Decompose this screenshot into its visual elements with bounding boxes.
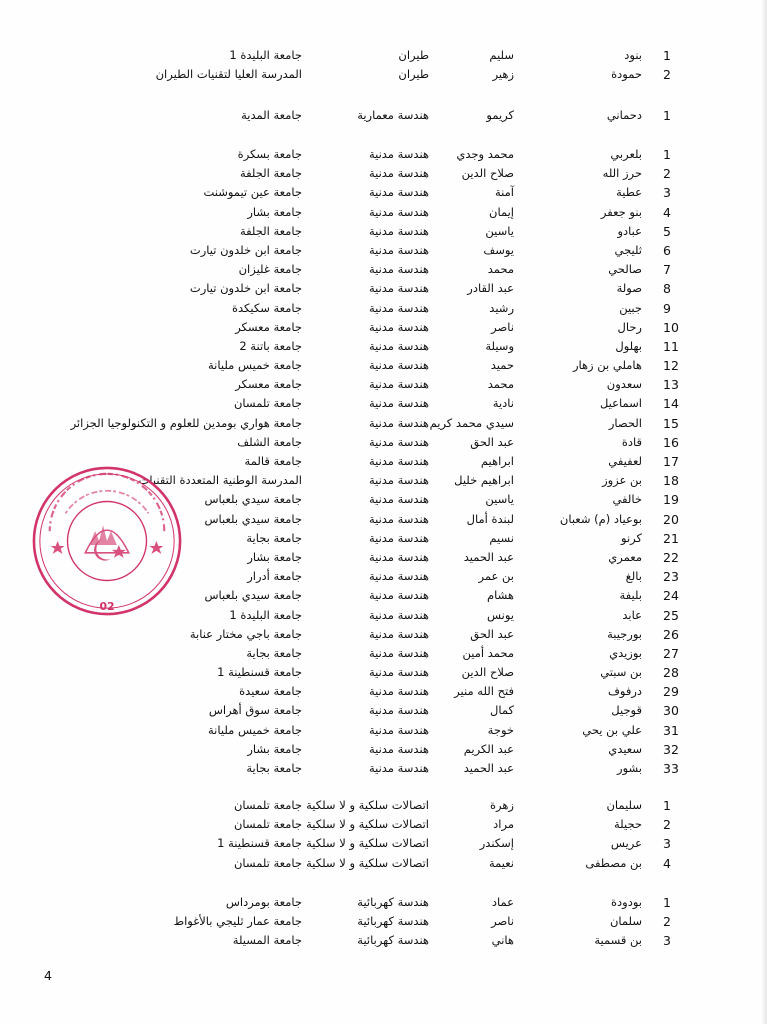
row-number: 2 (663, 67, 671, 83)
specialty: اتصالات سلكية و لا سلكية (306, 836, 429, 851)
table-row (0, 893, 767, 912)
university: جامعة معسكر (235, 319, 302, 334)
specialty: هندسة مدنية (368, 319, 429, 334)
last-name: سعدون (606, 377, 642, 392)
table-row (0, 834, 767, 853)
row-number: 4 (663, 855, 671, 871)
table-row (0, 796, 767, 815)
specialty: هندسة مدنية (368, 396, 429, 411)
university: جامعة المدية (241, 108, 302, 122)
specialty: هندسة مدنية (368, 703, 429, 718)
table-row (0, 183, 767, 202)
university: جامعة خميس مليانة (208, 358, 302, 373)
table-row (0, 46, 767, 65)
university: جامعة بجاية (246, 530, 302, 545)
last-name: بوعياد (م) شعبان (559, 511, 642, 526)
table-row (0, 701, 767, 720)
first-name: عبد الحميد (463, 761, 514, 775)
table-row (0, 759, 767, 778)
last-name: بن عزوز (602, 473, 642, 488)
table-row (0, 931, 767, 950)
specialty: هندسة مدنية (368, 454, 429, 468)
last-name: خالفي (612, 492, 642, 507)
university: جامعة سعيدة (239, 684, 302, 699)
last-name: حرز الله (602, 166, 642, 181)
specialty: هندسة مدنية (368, 281, 429, 296)
university: جامعة قسنطينة 1 (217, 665, 302, 680)
last-name: بنود (624, 48, 642, 62)
specialty: اتصالات سلكية و لا سلكية (306, 798, 429, 812)
first-name: محمد وجدي (456, 147, 514, 161)
table-row (0, 663, 767, 682)
last-name: بن سبتي (600, 665, 642, 680)
table-row (0, 164, 767, 183)
university: جامعة خميس مليانة (208, 722, 302, 737)
table-row (0, 682, 767, 701)
specialty: هندسة مدنية (368, 511, 429, 526)
table-row (0, 299, 767, 318)
last-name: هاملي بن زهار (572, 358, 642, 373)
row-number: 20 (663, 511, 679, 527)
row-number: 9 (663, 300, 671, 316)
specialty: هندسة مدنية (368, 549, 429, 564)
university: جامعة ابن خلدون تيارت (189, 242, 302, 257)
university: جامعة باجي مختار عنابة (189, 626, 302, 641)
last-name: بالغ (625, 569, 642, 584)
university: المدرسة الوطنية المتعددة التقنيات (138, 473, 302, 488)
university: جامعة سوق أهراس (208, 703, 302, 718)
last-name: صالحي (608, 262, 642, 277)
first-name: فتح الله منير (454, 684, 514, 699)
first-name: خوجة (487, 722, 514, 737)
table-row (0, 65, 767, 84)
first-name: ياسين (485, 492, 514, 507)
first-name: محمد (487, 377, 514, 392)
specialty: هندسة مدنية (368, 588, 429, 603)
last-name: بوزيدي (609, 645, 642, 660)
row-number: 29 (663, 684, 679, 700)
list-group (0, 796, 767, 873)
specialty: هندسة مدنية (368, 684, 429, 699)
row-number: 1 (663, 48, 671, 63)
row-number: 32 (663, 741, 679, 757)
specialty: هندسة مدنية (368, 492, 429, 507)
row-number: 21 (663, 530, 679, 546)
specialty: هندسة كهربائية (357, 895, 429, 909)
first-name: عماد (491, 895, 514, 909)
specialty: هندسة مدنية (368, 645, 429, 660)
first-name: نسيم (489, 530, 514, 545)
university: جامعة سيدي بلعباس (204, 492, 302, 507)
first-name: ناصر (491, 319, 514, 334)
first-name: سيدي محمد كريم (429, 415, 514, 430)
last-name: بورجيبة (607, 626, 642, 641)
last-name: عطية (616, 185, 642, 200)
last-name: قادة (621, 434, 642, 449)
specialty: هندسة كهربائية (357, 933, 429, 948)
row-number: 5 (663, 223, 671, 239)
specialty: هندسة مدنية (368, 741, 429, 756)
last-name: قوجيل (611, 703, 642, 718)
specialty: هندسة مدنية (368, 415, 429, 430)
last-name: رحال (617, 319, 642, 334)
last-name: بليفة (619, 588, 642, 603)
row-number: 23 (663, 569, 679, 585)
table-row (0, 222, 767, 241)
last-name: بهلول (615, 338, 642, 353)
row-number: 2 (663, 817, 671, 833)
table-row (0, 433, 767, 452)
table-row (0, 414, 767, 433)
row-number: 30 (663, 703, 679, 719)
last-name: بلعربي (610, 147, 642, 161)
specialty: هندسة مدنية (368, 722, 429, 737)
row-number: 6 (663, 242, 671, 258)
university: جامعة تلمسان (233, 817, 302, 832)
university: جامعة قسنطينة 1 (217, 836, 302, 851)
university: جامعة معسكر (235, 377, 302, 392)
specialty: هندسة مدنية (368, 665, 429, 680)
specialty: هندسة مدنية (368, 569, 429, 584)
university: جامعة البليدة 1 (229, 48, 302, 62)
last-name: معمري (608, 549, 642, 564)
table-row (0, 625, 767, 644)
university: جامعة عين تيموشنت (203, 185, 302, 200)
first-name: رشيد (489, 300, 514, 315)
specialty: اتصالات سلكية و لا سلكية (306, 817, 429, 832)
table-row (0, 279, 767, 298)
first-name: عبد القادر (467, 281, 514, 296)
table-row (0, 241, 767, 260)
university: جامعة ابن خلدون تيارت (189, 281, 302, 296)
first-name: كريمو (486, 108, 514, 122)
university: جامعة قالمة (244, 454, 302, 468)
row-number: 25 (663, 607, 679, 623)
list-group (0, 893, 767, 951)
table-row (0, 854, 767, 873)
table-row (0, 145, 767, 164)
specialty: هندسة مدنية (368, 434, 429, 449)
row-number: 1 (663, 147, 671, 162)
last-name: بودودة (611, 895, 642, 909)
row-number: 3 (663, 185, 671, 201)
row-number: 4 (663, 204, 671, 220)
official-stamp (28, 462, 186, 620)
row-number: 1 (663, 108, 671, 123)
specialty: هندسة مدنية (368, 262, 429, 277)
last-name: عبادو (617, 223, 642, 238)
row-number: 33 (663, 761, 679, 776)
list-group (0, 106, 767, 125)
list-group (0, 46, 767, 84)
first-name: وسيلة (485, 338, 514, 353)
university: جامعة تلمسان (233, 798, 302, 812)
row-number: 3 (663, 933, 671, 949)
row-number: 15 (663, 415, 679, 431)
last-name: سعيدي (608, 741, 642, 756)
last-name: عريس (610, 836, 642, 851)
last-name: بشور (617, 761, 642, 775)
first-name: آمنة (495, 185, 514, 200)
row-number: 7 (663, 262, 671, 278)
first-name: هشام (487, 588, 514, 603)
first-name: زهرة (490, 798, 514, 812)
stamp-number: 02 (99, 600, 115, 614)
table-row (0, 721, 767, 740)
last-name: دحماني (606, 108, 642, 122)
specialty: هندسة مدنية (368, 338, 429, 353)
university: جامعة غليزان (238, 262, 302, 277)
row-number: 1 (663, 798, 671, 813)
last-name: اسماعيل (599, 396, 642, 411)
university: جامعة باتنة 2 (239, 338, 302, 353)
university: جامعة سكيكدة (231, 300, 302, 315)
row-number: 16 (663, 434, 679, 450)
row-number: 26 (663, 626, 679, 642)
page-number: 4 (44, 968, 52, 983)
specialty: هندسة مدنية (368, 377, 429, 392)
first-name: صلاح الدين (461, 166, 514, 181)
university: جامعة بشار (247, 549, 302, 564)
first-name: هاني (491, 933, 514, 948)
specialty: هندسة مدنية (368, 358, 429, 373)
first-name: ابراهيم خليل (454, 473, 514, 488)
row-number: 3 (663, 836, 671, 852)
last-name: كرنو (621, 530, 642, 545)
table-row (0, 318, 767, 337)
specialty: طيران (398, 48, 429, 62)
university: جامعة تلمسان (233, 855, 302, 870)
first-name: عبد الحميد (463, 549, 514, 564)
row-number: 8 (663, 281, 671, 297)
row-number: 28 (663, 665, 679, 681)
last-name: جبين (619, 300, 642, 315)
specialty: هندسة مدنية (368, 607, 429, 622)
last-name: بن قسمية (594, 933, 642, 948)
table-row (0, 356, 767, 375)
row-number: 12 (663, 358, 679, 374)
specialty: هندسة مدنية (368, 185, 429, 200)
first-name: عبد الكريم (463, 741, 514, 756)
specialty: طيران (398, 67, 429, 82)
first-name: حميد (490, 358, 514, 373)
last-name: ثليجي (614, 242, 642, 257)
specialty: هندسة مدنية (368, 530, 429, 545)
specialty: هندسة مدنية (368, 626, 429, 641)
row-number: 27 (663, 645, 679, 661)
row-number: 19 (663, 492, 679, 508)
specialty: هندسة مدنية (368, 473, 429, 488)
first-name: مراد (493, 817, 514, 832)
last-name: درفوف (607, 684, 642, 699)
first-name: يوسف (483, 242, 514, 257)
first-name: سليم (489, 48, 514, 62)
first-name: لبندة أمال (466, 511, 514, 526)
specialty: هندسة مدنية (368, 761, 429, 775)
last-name: صولة (616, 281, 642, 296)
first-name: عبد الحق (470, 434, 514, 449)
first-name: كمال (490, 703, 514, 718)
university: جامعة الشلف (237, 434, 302, 449)
table-row (0, 260, 767, 279)
first-name: إيمان (489, 204, 514, 219)
table-row (0, 106, 767, 125)
row-number: 22 (663, 549, 679, 565)
row-number: 14 (663, 396, 679, 412)
specialty: هندسة مدنية (368, 166, 429, 181)
university: جامعة سيدي بلعباس (204, 511, 302, 526)
row-number: 31 (663, 722, 679, 738)
specialty: هندسة مدنية (368, 242, 429, 257)
row-number: 10 (663, 319, 679, 335)
row-number: 17 (663, 454, 679, 469)
row-number: 11 (663, 338, 679, 354)
table-row (0, 815, 767, 834)
last-name: سلمان (609, 914, 642, 929)
specialty: هندسة مدنية (368, 223, 429, 238)
table-row (0, 375, 767, 394)
university: جامعة بشار (247, 741, 302, 756)
first-name: ابراهيم (480, 454, 514, 468)
university: جامعة تلمسان (233, 396, 302, 411)
table-row (0, 912, 767, 931)
specialty: هندسة مدنية (368, 300, 429, 315)
first-name: محمد أمين (462, 645, 514, 660)
university: جامعة بجاية (246, 761, 302, 775)
university: جامعة بشار (247, 204, 302, 219)
first-name: زهير (492, 67, 514, 82)
university: جامعة الجلفة (239, 166, 302, 181)
university: جامعة عمار ثليجي بالأغواط (173, 914, 302, 929)
last-name: علي بن يحي (582, 722, 642, 737)
university: جامعة بجاية (246, 645, 302, 660)
last-name: حجيلة (614, 817, 642, 832)
first-name: ياسين (485, 223, 514, 238)
table-row (0, 740, 767, 759)
specialty: هندسة مدنية (368, 204, 429, 219)
row-number: 13 (663, 377, 679, 393)
first-name: يونس (486, 607, 514, 622)
row-number: 2 (663, 166, 671, 182)
first-name: بن عمر (478, 569, 514, 584)
first-name: ناصر (491, 914, 514, 929)
last-name: سليمان (606, 798, 642, 812)
table-row (0, 644, 767, 663)
university: جامعة سيدي بلعباس (204, 588, 302, 603)
first-name: نادية (492, 396, 514, 411)
last-name: حمودة (611, 67, 642, 82)
last-name: لعفيفي (608, 454, 642, 468)
last-name: بنو جعفر (600, 204, 642, 219)
table-row (0, 337, 767, 356)
specialty: اتصالات سلكية و لا سلكية (306, 855, 429, 870)
row-number: 2 (663, 914, 671, 930)
first-name: نعيمة (488, 855, 514, 870)
specialty: هندسة كهربائية (357, 914, 429, 929)
university: جامعة بومرداس (225, 895, 302, 909)
first-name: محمد (487, 262, 514, 277)
last-name: بن مصطفى (585, 855, 642, 870)
university: جامعة المسيلة (232, 933, 302, 948)
row-number: 24 (663, 588, 679, 604)
table-row (0, 203, 767, 222)
row-number: 1 (663, 895, 671, 910)
university: جامعة الجلفة (239, 223, 302, 238)
university: جامعة البليدة 1 (229, 607, 302, 622)
table-row (0, 394, 767, 413)
first-name: عبد الحق (470, 626, 514, 641)
last-name: عابد (622, 607, 642, 622)
university: جامعة بسكرة (237, 147, 302, 161)
first-name: إسكندر (479, 836, 514, 851)
last-name: الحصار (608, 415, 642, 430)
university: جامعة هواري بومدين للعلوم و التكنولوجيا الجزائر (70, 415, 302, 430)
row-number: 18 (663, 473, 679, 489)
specialty: هندسة معمارية (357, 108, 429, 122)
first-name: صلاح الدين (461, 665, 514, 680)
university: المدرسة العليا لتقنيات الطيران (155, 67, 302, 82)
specialty: هندسة مدنية (368, 147, 429, 161)
university: جامعة أدرار (247, 569, 302, 584)
